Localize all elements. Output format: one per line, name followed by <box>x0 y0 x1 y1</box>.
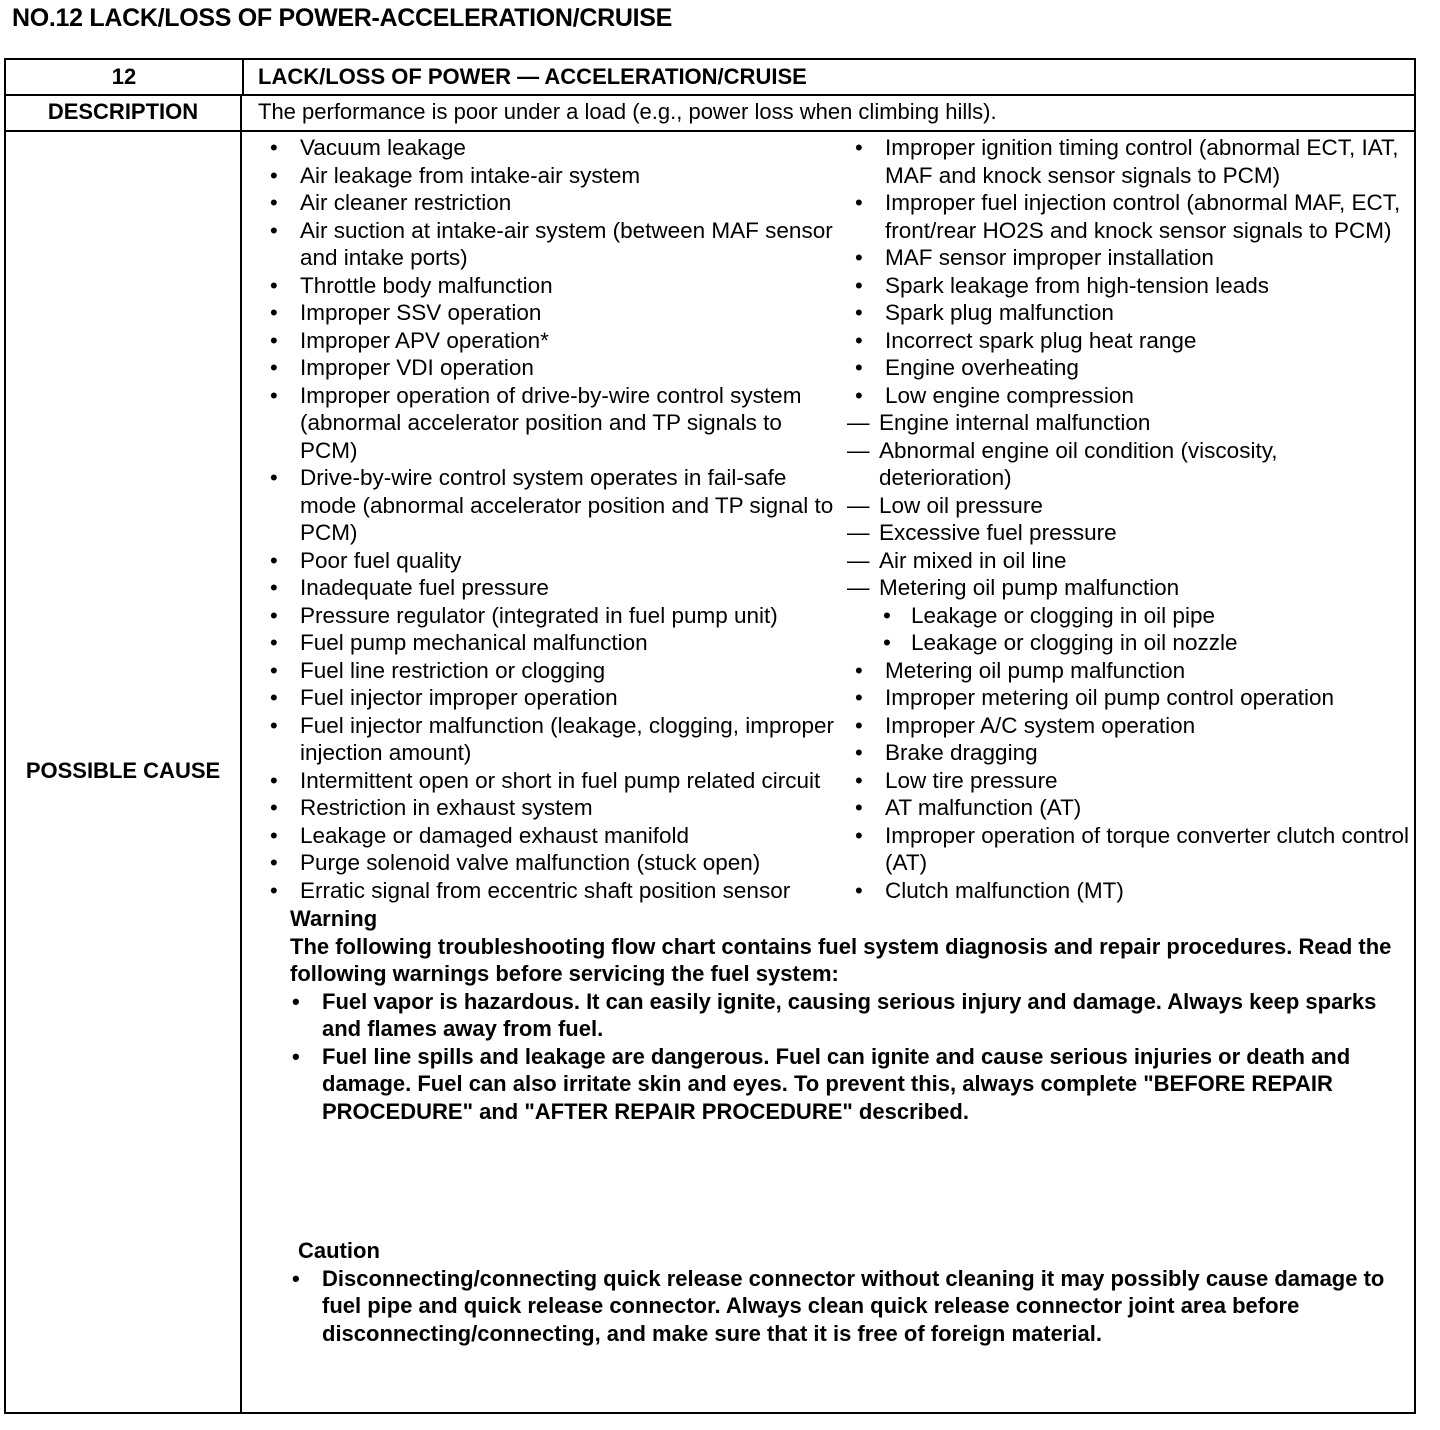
subcause-text: Air mixed in oil line <box>879 547 1067 573</box>
cause-item: • Purge solenoid valve malfunction (stuck open) <box>262 849 837 877</box>
dash-marker: — <box>847 520 870 545</box>
cause-item: • Fuel pump mechanical malfunction <box>262 629 837 657</box>
dash-marker: — <box>847 575 870 600</box>
compression-subcause-item <box>847 437 1412 492</box>
symptom-number: 12 <box>6 60 244 94</box>
symptom-heading: LACK/LOSS OF POWER — ACCELERATION/CRUISE <box>258 64 807 89</box>
cause-item: • Improper operation of drive-by-wire control system (abnormal accelerator position and TP signals to PCM) <box>262 382 837 465</box>
warning-item: • Fuel line spills and leakage are dangerous. Fuel can ignite and cause serious injuries or death and damage. Fuel can also irritate skin and eyes. To prevent this, always complete "BEFORE REPAIR PROCEDURE" and "AFTER REPAIR PROCEDURE" described. <box>290 1043 1400 1126</box>
subcause-text: Abnormal engine oil condition (viscosity, deterioration) <box>879 437 1278 490</box>
cause-item: • Fuel injector malfunction (leakage, clogging, improper injection amount) <box>262 712 837 767</box>
cause-item: • Improper ignition timing control (abnormal ECT, IAT, MAF and knock sensor signals to PCM) <box>847 134 1412 189</box>
possible-cause-row <box>6 130 1414 1412</box>
caution-block <box>290 1237 1405 1347</box>
description-text: The performance is poor under a load (e.g., power loss when climbing hills). <box>258 99 997 124</box>
oil-pump-subcause-item: • Leakage or clogging in oil pipe <box>847 602 1412 630</box>
cause-item: • Fuel line restriction or clogging <box>262 657 837 685</box>
cause-item: • Incorrect spark plug heat range <box>847 327 1412 355</box>
cause-item: • Vacuum leakage <box>262 134 837 162</box>
cause-item: • Air suction at intake-air system (between MAF sensor and intake ports) <box>262 217 837 272</box>
cause-item: • Improper operation of torque converter clutch control (AT) <box>847 822 1412 877</box>
cause-item: • Improper APV operation* <box>262 327 837 355</box>
diagnosis-table <box>4 58 1416 1414</box>
oil-pump-subcauses-list <box>847 602 1412 657</box>
description-label: DESCRIPTION <box>6 94 242 130</box>
warning-title: Warning <box>290 906 378 931</box>
caution-list <box>290 1265 1405 1348</box>
cause-item: • Brake dragging <box>847 739 1412 767</box>
dash-marker: — <box>847 410 870 435</box>
cause-item: • Improper VDI operation <box>262 354 837 382</box>
subcause-text: Excessive fuel pressure <box>879 520 1117 545</box>
cause-item: • AT malfunction (AT) <box>847 794 1412 822</box>
caution-title: Caution <box>298 1238 380 1263</box>
cause-item: • Clutch malfunction (MT) <box>847 877 1412 905</box>
warning-item: • Fuel vapor is hazardous. It can easily ignite, causing serious injury and damage. Always keep sparks and flames away from fuel. <box>290 988 1400 1043</box>
cause-item: • Improper SSV operation <box>262 299 837 327</box>
cause-item: • Erratic signal from eccentric shaft position sensor <box>262 877 837 905</box>
cause-item: • Improper metering oil pump control operation <box>847 684 1412 712</box>
page-title: NO.12 LACK/LOSS OF POWER-ACCELERATION/CRUISE <box>12 4 672 32</box>
cause-item: • Metering oil pump malfunction <box>847 657 1412 685</box>
cause-item: • Engine overheating <box>847 354 1412 382</box>
cause-item: • Spark leakage from high-tension leads <box>847 272 1412 300</box>
compression-subcause-item <box>847 492 1412 520</box>
cause-item: • Poor fuel quality <box>262 547 837 575</box>
causes-right-top-list <box>847 134 1412 409</box>
compression-subcause-item <box>847 574 1412 602</box>
dash-marker: — <box>847 547 870 573</box>
subcause-text: Low oil pressure <box>879 492 1043 518</box>
cause-item: • Air cleaner restriction <box>262 189 837 217</box>
warning-list <box>290 988 1400 1126</box>
table-header-row <box>6 60 1414 96</box>
subcause-text: Engine internal malfunction <box>879 410 1151 435</box>
cause-item: • Improper A/C system operation <box>847 712 1412 740</box>
cause-item: • Intermittent open or short in fuel pump related circuit <box>262 767 837 795</box>
cause-item: • Inadequate fuel pressure <box>262 574 837 602</box>
cause-item: • Improper fuel injection control (abnormal MAF, ECT, front/rear HO2S and knock sensor signals to PCM) <box>847 189 1412 244</box>
cause-item: • Low tire pressure <box>847 767 1412 795</box>
cause-item: • Spark plug malfunction <box>847 299 1412 327</box>
cause-item: • MAF sensor improper installation <box>847 244 1412 272</box>
compression-subcause-item <box>847 547 1412 575</box>
possible-cause-label: POSSIBLE CAUSE <box>6 130 242 1412</box>
causes-right-bottom-list <box>847 657 1412 905</box>
warning-intro: The following troubleshooting flow chart contains fuel system diagnosis and repair procedures. Read the following warnings before servicing the fuel system: <box>290 933 1392 986</box>
compression-subcause-item <box>847 409 1412 437</box>
compression-subcause-item <box>847 519 1412 547</box>
causes-left-list <box>262 134 837 904</box>
cause-item: • Drive-by-wire control system operates in fail-safe mode (abnormal accelerator position and TP signal to PCM) <box>262 464 837 547</box>
dash-marker: — <box>847 492 870 518</box>
description-row <box>6 94 1414 132</box>
warning-block <box>290 905 1400 1125</box>
cause-item: • Restriction in exhaust system <box>262 794 837 822</box>
cause-item: • Fuel injector improper operation <box>262 684 837 712</box>
causes-left-column <box>262 134 837 904</box>
cause-item: • Throttle body malfunction <box>262 272 837 300</box>
subcause-text: Metering oil pump malfunction <box>879 575 1180 600</box>
oil-pump-subcause-item: • Leakage or clogging in oil nozzle <box>847 629 1412 657</box>
causes-right-column <box>847 134 1412 904</box>
dash-marker: — <box>847 437 870 463</box>
cause-item: • Pressure regulator (integrated in fuel pump unit) <box>262 602 837 630</box>
caution-item: • Disconnecting/connecting quick release connector without cleaning it may possibly cause damage to fuel pipe and quick release connector. Always clean quick release connector joint area before disconnecting/connecting, and make sure that it is free of foreign material. <box>290 1265 1405 1348</box>
cause-item: • Leakage or damaged exhaust manifold <box>262 822 837 850</box>
cause-item: • Air leakage from intake-air system <box>262 162 837 190</box>
cause-item: • Low engine compression <box>847 382 1412 410</box>
compression-subcauses-list <box>847 409 1412 602</box>
